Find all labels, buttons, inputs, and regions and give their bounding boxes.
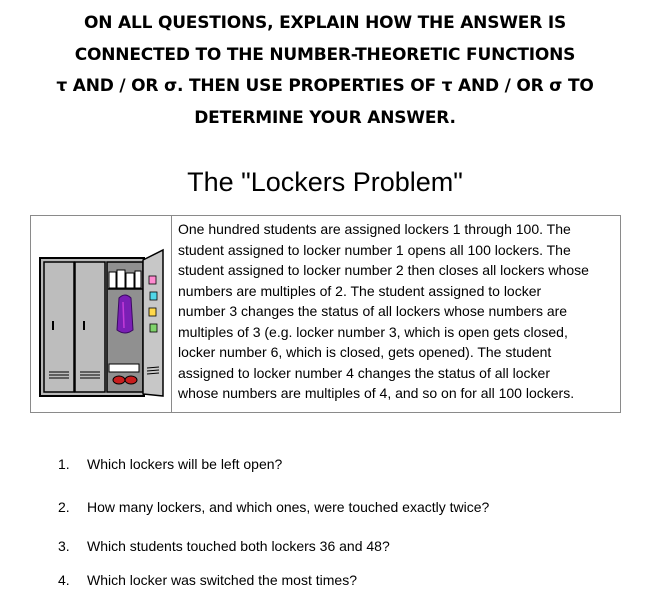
description-line: locker number 6, which is closed, gets opened). The student (178, 344, 552, 360)
question-item (58, 572, 357, 588)
question-text: Which lockers will be left open? (87, 456, 283, 472)
header-line: DETERMINE YOUR ANSWER. (194, 107, 456, 128)
problem-box (30, 215, 621, 413)
description-line: assigned to locker number 4 changes the status of all locker (178, 364, 550, 381)
instructions-header (0, 8, 650, 134)
box-divider (171, 216, 172, 412)
question-number: 4. (58, 572, 70, 588)
question-number: 2. (58, 499, 70, 515)
header-line: τ AND / OR σ. THEN USE PROPERTIES OF τ AND / OR σ TO (56, 76, 594, 96)
question-number: 3. (58, 538, 70, 554)
description-line: One hundred students are assigned lockers 1 through 100. The (178, 221, 571, 237)
question-text: Which locker was switched the most times? (87, 572, 357, 588)
question-number: 1. (58, 456, 70, 472)
description-line: multiples of 3 (e.g. locker number 3, which is open gets closed, (178, 323, 568, 340)
page-title: The "Lockers Problem" (187, 167, 463, 197)
question-item (58, 538, 390, 554)
description-line: number 3 changes the status of all lockers whose numbers are (178, 303, 568, 319)
problem-description (178, 219, 618, 404)
question-text: Which students touched both lockers 36 and 48? (87, 538, 390, 554)
description-line: student assigned to locker number 2 then closes all lockers whose (178, 262, 589, 278)
header-line: ON ALL QUESTIONS, EXPLAIN HOW THE ANSWER IS (84, 13, 566, 33)
question-item (58, 499, 489, 515)
question-text: How many lockers, and which ones, were touched exactly twice? (87, 499, 490, 515)
header-line: CONNECTED TO THE NUMBER-THEORETIC FUNCTIONS (74, 44, 576, 65)
lockers-illustration (39, 246, 165, 398)
question-item (58, 456, 282, 472)
description-line: numbers are multiples of 2. The student assigned to locker (178, 282, 542, 299)
description-line: whose numbers are multiples of 4, and so on for all 100 lockers. (178, 385, 575, 401)
description-line: student assigned to locker number 1 opens all 100 lockers. The (178, 241, 571, 258)
